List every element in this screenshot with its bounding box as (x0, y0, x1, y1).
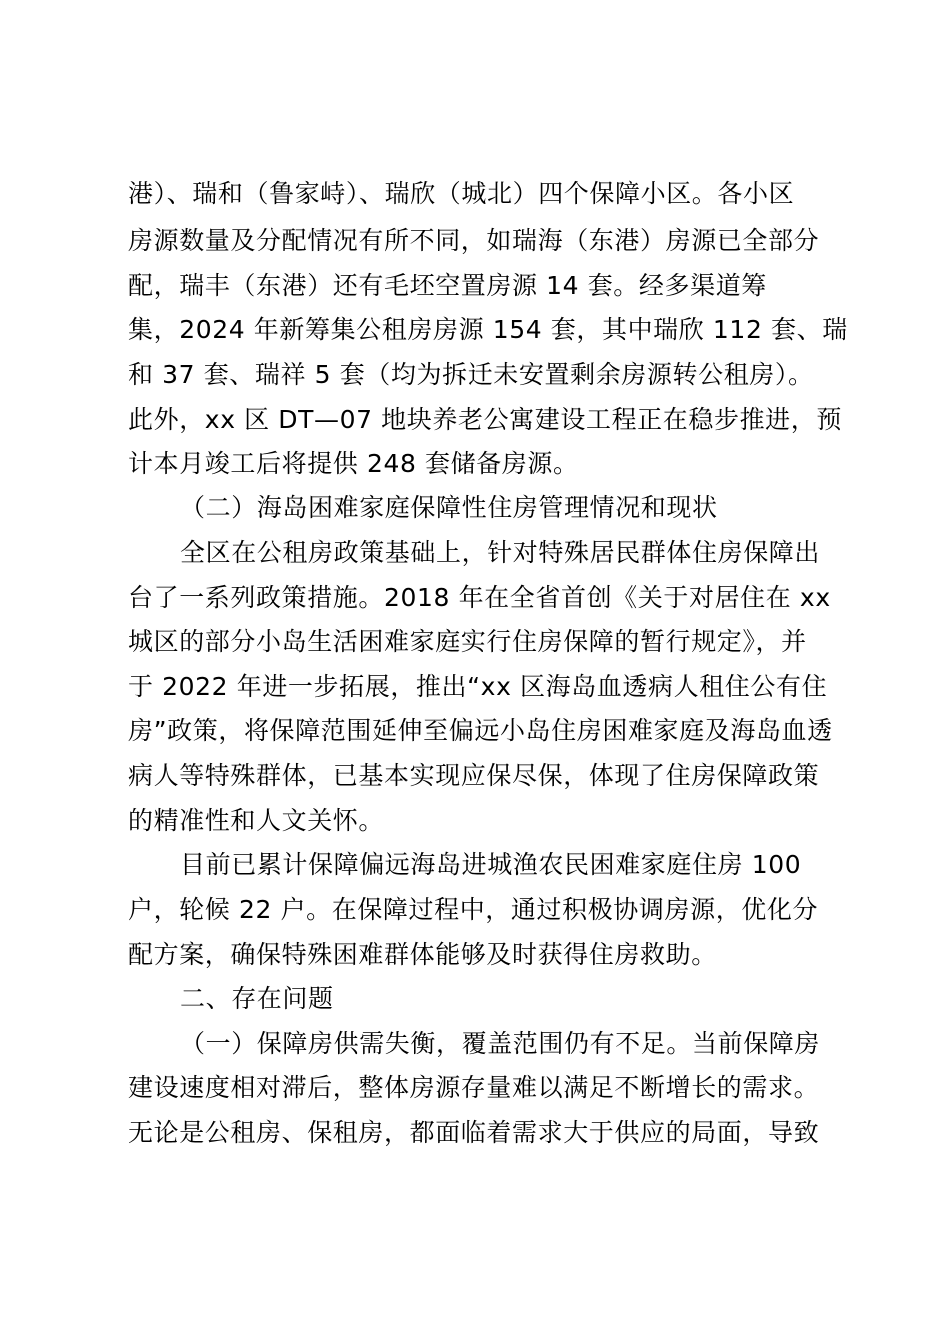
paragraph-line: 房”政策，将保障范围延伸至偏远小岛住房困难家庭及海岛血透 (128, 716, 833, 745)
paragraph-line: 户，轮候 22 户。在保障过程中，通过积极协调房源，优化分 (128, 895, 819, 924)
paragraph-line: 病人等特殊群体，已基本实现应保尽保，体现了住房保障政策 (128, 761, 820, 790)
paragraph-line: 此外，xx 区 DT—07 地块养老公寓建设工程正在稳步推进，预 (128, 405, 842, 434)
section-heading: （二）海岛困难家庭保障性住房管理情况和现状 (180, 493, 718, 522)
paragraph-line: 和 37 套、瑞祥 5 套（均为拆迁未安置剩余房源转公租房）。 (128, 360, 814, 389)
paragraph-line: 于 2022 年进一步拓展，推出“xx 区海岛血透病人租住公有住 (128, 672, 828, 701)
paragraph-line: 城区的部分小岛生活困难家庭实行住房保障的暂行规定》，并 (128, 627, 807, 656)
paragraph-line: （一）保障房供需失衡，覆盖范围仍有不足。当前保障房 (180, 1029, 821, 1058)
paragraph-line: 目前已累计保障偏远海岛进城渔农民困难家庭住房 100 (180, 850, 802, 879)
paragraph-line: 配，瑞丰（东港）还有毛坯空置房源 14 套。经多渠道筹 (128, 271, 767, 300)
paragraph-line: 配方案，确保特殊困难群体能够及时获得住房救助。 (128, 940, 717, 969)
section-heading: 二、存在问题 (180, 984, 334, 1013)
paragraph-line: 无论是公租房、保租房，都面临着需求大于供应的局面，导致 (128, 1118, 820, 1147)
paragraph-line: 的精准性和人文关怀。 (128, 806, 385, 835)
paragraph-line: 建设速度相对滞后，整体房源存量难以满足不断增长的需求。 (128, 1073, 820, 1102)
paragraph-line: 港）、瑞和（鲁家峙）、瑞欣（城北）四个保障小区。各小区 (128, 179, 795, 208)
paragraph-line: 集，2024 年新筹集公租房房源 154 套，其中瑞欣 112 套、瑞 (128, 315, 848, 344)
paragraph-line: 房源数量及分配情况有所不同，如瑞海（东港）房源已全部分 (128, 226, 820, 255)
paragraph-line: 计本月竣工后将提供 248 套储备房源。 (128, 449, 579, 478)
paragraph-line: 台了一系列政策措施。2018 年在全省首创《关于对居住在 xx (128, 583, 831, 612)
paragraph-line: 全区在公租房政策基础上，针对特殊居民群体住房保障出 (180, 538, 821, 567)
